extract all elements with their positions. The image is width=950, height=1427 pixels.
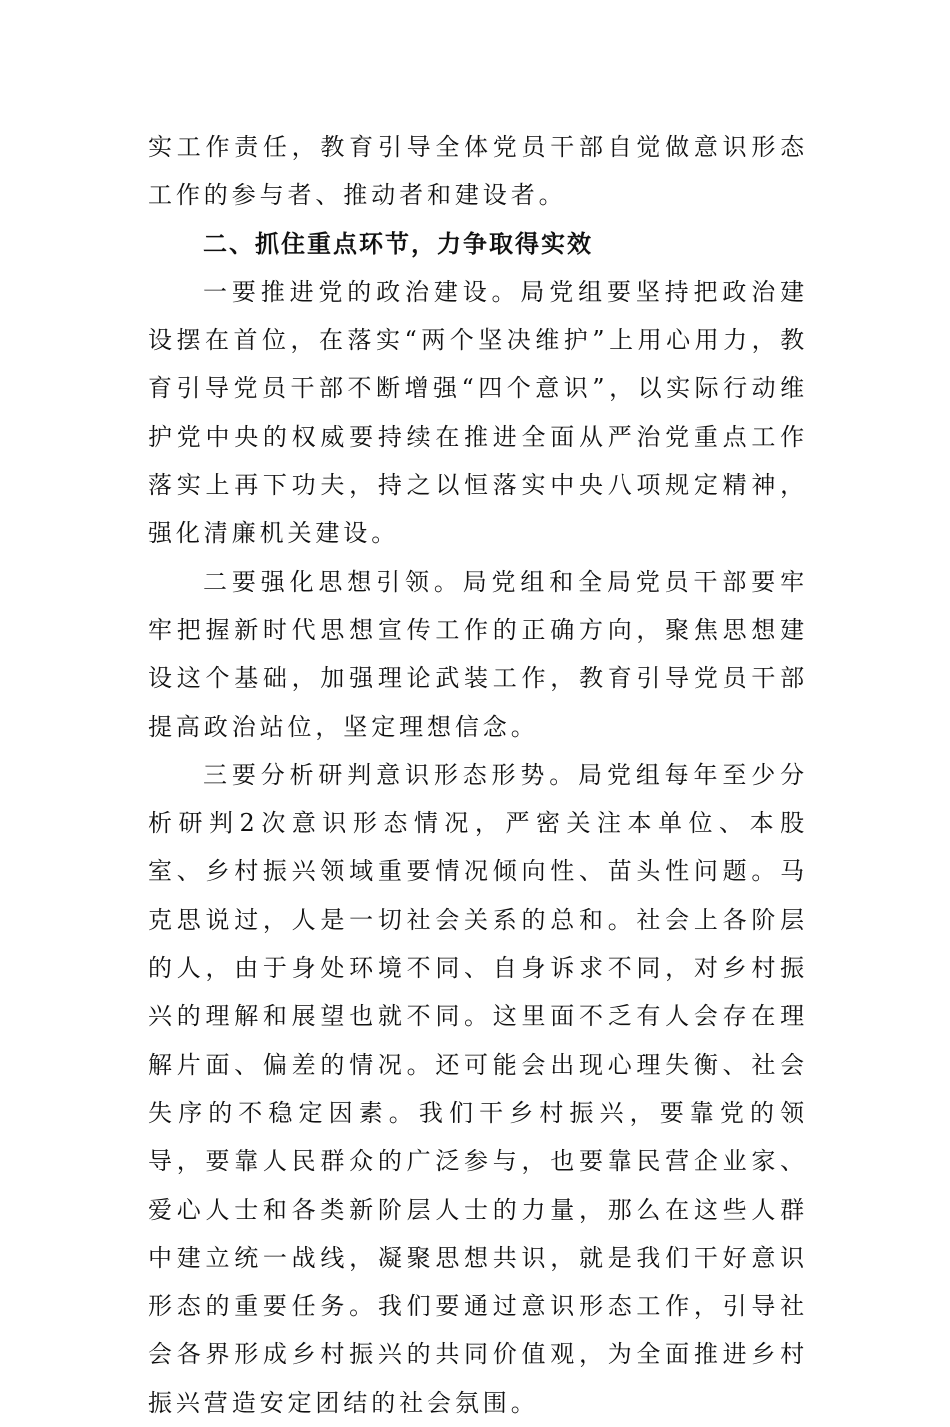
paragraph-ideological-guidance: 二要强化思想引领。局党组和全局党员干部要牢牢把握新时代思想宣传工作的正确方向，聚焦思想建设这个基础，加强理论武装工作，教育引导党员干部提高政治站位，坚定理想信念。 xyxy=(148,567,808,741)
paragraph-political-construction: 一要推进党的政治建设。局党组要坚持把政治建设摆在首位，在落实“两个坚决维护”上用心用力，教育引导党员干部不断增强“四个意识”，以实际行动维护党中央的权威要持续在推进全面从严治党重点工作落实上再下功夫，持之以恒落实中央八项规定精神，强化清廉机关建设。 xyxy=(148,277,808,548)
document-body xyxy=(148,123,808,1427)
paragraph-ideology-analysis: 三要分析研判意识形态形势。局党组每年至少分析研判2次意识形态情况，严密关注本单位、本股室、乡村振兴领域重要情况倾向性、苗头性问题。马克思说过，人是一切社会关系的总和。社会上各阶层的人，由于身处环境不同、自身诉求不同，对乡村振兴的理解和展望也就不同。这里面不乏有人会存在理解片面、偏差的情况。还可能会出现心理失衡、社会失序的不稳定因素。我们干乡村振兴，要靠党的领导，要靠人民群众的广泛参与，也要靠民营企业家、爱心人士和各类新阶层人士的力量，那么在这些人群中建立统一战线，凝聚思想共识，就是我们干好意识形态的重要任务。我们要通过意识形态工作，引导社会各界形成乡村振兴的共同价值观，为全面推进乡村振兴营造安定团结的社会氛围。 xyxy=(148,760,808,1417)
section-heading: 二、抓住重点环节，力争取得实效 xyxy=(203,229,593,258)
paragraph-continuation: 实工作责任，教育引导全体党员干部自觉做意识形态工作的参与者、推动者和建设者。 xyxy=(148,133,808,210)
